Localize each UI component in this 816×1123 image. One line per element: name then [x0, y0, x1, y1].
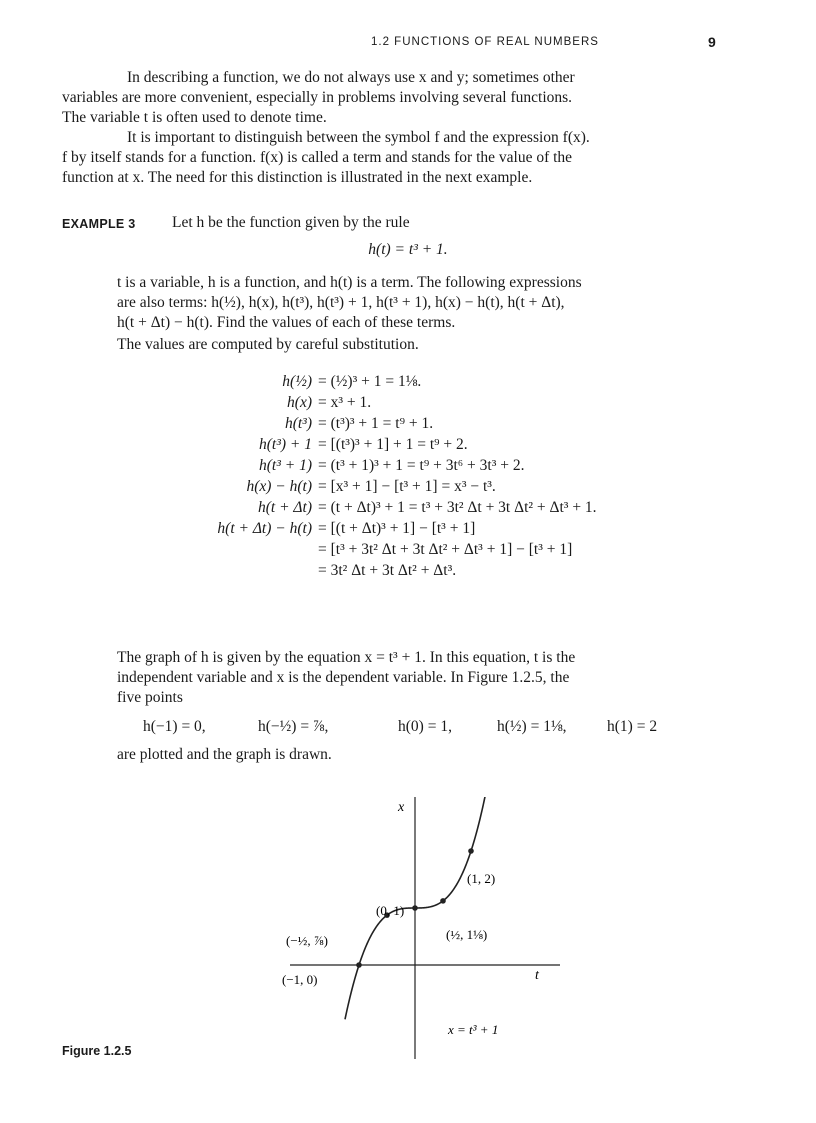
text-line: The values are computed by careful substitution. — [117, 336, 419, 353]
point-label: (0, 1) — [376, 903, 405, 918]
paragraph-3 — [117, 648, 717, 708]
text-line: t is a variable, h is a function, and h(t) is a term. The following expressions — [117, 274, 582, 291]
equation-rhs: = [x³ + 1] − [t³ + 1] = x³ − t³. — [318, 478, 496, 495]
paragraph-1 — [62, 68, 712, 128]
point-label: (−½, ⅞) — [286, 933, 328, 948]
x-axis-label: x — [398, 800, 405, 815]
paragraph-2 — [62, 128, 712, 188]
equation-rhs: = x³ + 1. — [318, 394, 372, 411]
text-line: The graph of h is given by the equation x = t³ + 1. In this equation, t is the — [117, 649, 576, 666]
text-line: f by itself stands for a function. f(x) is called a term and stands for the value of the — [62, 149, 573, 166]
point-value: h(1) = 2 — [607, 718, 658, 735]
data-point — [440, 898, 446, 904]
equation-rhs: = [(t + Δt)³ + 1] − [t³ + 1] — [318, 520, 476, 537]
equation-rhs: = [(t³)³ + 1] + 1 = t⁹ + 2. — [318, 436, 468, 453]
example-rule: h(t) = t³ + 1. — [368, 241, 448, 258]
point-label: (−1, 0) — [282, 972, 318, 987]
text-line: are plotted and the graph is drawn. — [117, 746, 332, 763]
text-line: It is important to distinguish between the symbol f and the expression f(x). — [127, 129, 590, 146]
t-axis-label: t — [535, 968, 539, 983]
text-line: variables are more convenient, especially in problems involving several functions. — [62, 89, 573, 106]
equation-lhs: h(x) — [287, 394, 312, 411]
text-line: In describing a function, we do not always use x and y; sometimes other — [127, 69, 575, 86]
running-header-title: 1.2 FUNCTIONS OF REAL NUMBERS — [371, 36, 599, 48]
equation-rhs: = 3t² Δt + 3t Δt² + Δt³. — [318, 562, 457, 579]
cubic-graph — [190, 797, 590, 1059]
point-value: h(−1) = 0, — [143, 718, 206, 735]
paragraph-4 — [117, 745, 717, 765]
equation-rhs: = (t³)³ + 1 = t⁹ + 1. — [318, 415, 434, 432]
text-line: five points — [117, 689, 183, 706]
equation-rhs: = (t³ + 1)³ + 1 = t⁹ + 3t⁶ + 3t³ + 2. — [318, 457, 525, 474]
data-point — [468, 848, 474, 854]
data-point — [356, 962, 362, 968]
equation-lhs: h(t + Δt) — [258, 499, 312, 516]
text-line: independent variable and x is the dependent variable. In Figure 1.2.5, the — [117, 669, 570, 686]
text-line: function at x. The need for this distinction is illustrated in the next example. — [62, 169, 533, 186]
text-line: The variable t is often used to denote time. — [62, 109, 327, 126]
equation-lhs: h(x) − h(t) — [246, 478, 312, 495]
equation-rhs: = (½)³ + 1 = 1⅛. — [318, 373, 422, 390]
curve-equation: x = t³ + 1 — [448, 1022, 499, 1037]
equation-lhs: h(t³ + 1) — [259, 457, 312, 474]
equation-lhs: h(t³) — [284, 415, 312, 432]
point-value: h(−½) = ⅞, — [258, 718, 329, 735]
figure-caption: Figure 1.2.5 — [62, 1044, 132, 1058]
running-header — [0, 34, 816, 54]
page-number: 9 — [708, 34, 716, 50]
equation-lhs: h(t + Δt) − h(t) — [217, 520, 312, 537]
point-value: h(½) = 1⅛, — [497, 718, 567, 735]
equation-rhs: = [t³ + 3t² Δt + 3t Δt² + Δt³ + 1] − [t³ + 1] — [318, 541, 573, 558]
cubic-curve — [345, 797, 494, 1019]
point-label: (½, 1⅛) — [446, 927, 488, 942]
point-label: (1, 2) — [467, 871, 496, 886]
equation-lhs: h(t³) + 1 — [259, 436, 312, 453]
text-line: h(t + Δt) − h(t). Find the values of each of these terms. — [117, 314, 456, 331]
data-point — [412, 905, 418, 911]
text-line: are also terms: h(½), h(x), h(t³), h(t³) + 1, h(t³ + 1), h(x) − h(t), h(t + Δt), — [117, 294, 565, 311]
example-intro: Let h be the function given by the rule — [172, 214, 410, 231]
equation-lhs: h(½) — [282, 373, 312, 390]
example-text — [117, 273, 717, 355]
point-value: h(0) = 1, — [398, 718, 452, 735]
example-label: EXAMPLE 3 — [62, 217, 136, 231]
equation-rhs: = (t + Δt)³ + 1 = t³ + 3t² Δt + 3t Δt² + Δt³ + 1. — [318, 499, 597, 516]
